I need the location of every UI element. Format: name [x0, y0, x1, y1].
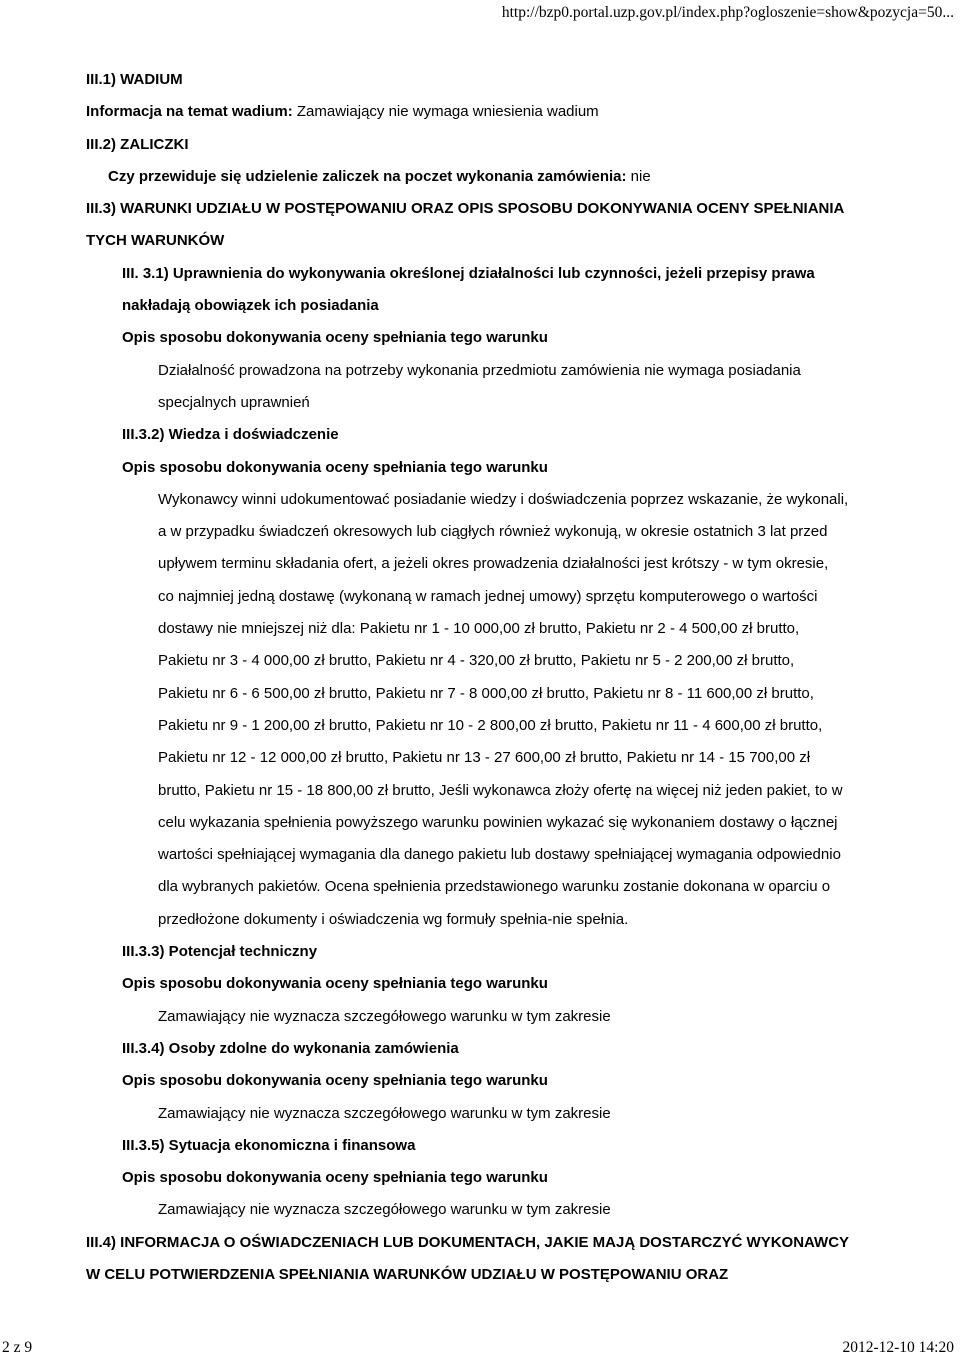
text-line: upływem terminu składania ofert, a jeżeli okres prowadzenia działalności jest krótszy - w tym okresie,	[158, 555, 829, 573]
condition-text-wiedza	[86, 484, 898, 936]
condition-title-sytuacja: III.3.5) Sytuacja ekonomiczna i finansowa	[122, 1136, 416, 1154]
text-line: celu wykazania spełnienia powyższego warunku powinien wykazać się wykonaniem dostawy o łącznej	[158, 813, 838, 831]
print-datetime: 2012-12-10 14:20	[842, 1339, 954, 1356]
text-line: wartości spełniającej wymagania dla danego pakietu lub dostawy spełniającej wymagania odpowiednio	[158, 846, 841, 864]
text-line: brutto, Pakietu nr 15 - 18 800,00 zł brutto, Jeśli wykonawca złoży ofertę na więcej niż jeden pakiet, to w	[158, 781, 843, 799]
condition-title-wiedza: III.3.2) Wiedza i doświadczenie	[122, 426, 339, 444]
text-line: Pakietu nr 3 - 4 000,00 zł brutto, Pakietu nr 4 - 320,00 zł brutto, Pakietu nr 5 - 2 200,00 zł brutto,	[158, 652, 795, 670]
section-heading-warunki: III.3) WARUNKI UDZIAŁU W POSTĘPOWANIU ORAZ OPIS SPOSOBU DOKONYWANIA OCENY SPEŁNIANIA	[86, 200, 845, 218]
section-heading-dokumenty-cont: W CELU POTWIERDZENIA SPEŁNIANIA WARUNKÓW UDZIAŁU W POSTĘPOWANIU ORAZ	[86, 1265, 729, 1283]
zaliczki-info	[86, 161, 898, 193]
text-line: dla wybranych pakietów. Ocena spełnienia przedstawionego warunku zostanie dokonana w oparciu o	[158, 878, 831, 896]
condition-title-osoby: III.3.4) Osoby zdolne do wykonania zamówienia	[122, 1039, 459, 1057]
text-line: co najmniej jedną dostawę (wykonaną w ramach jednej umowy) sprzętu komputerowego o wartości	[158, 587, 818, 605]
condition-title-uprawnienia: III. 3.1) Uprawnienia do wykonywania określonej działalności lub czynności, jeżeli przepisy prawa	[122, 264, 815, 282]
wadium-label: Informacja na temat wadium:	[86, 103, 293, 121]
wadium-value: Zamawiający nie wymaga wniesienia wadium	[292, 103, 599, 121]
section-heading-zaliczki: III.2) ZALICZKI	[86, 135, 189, 153]
section-heading-dokumenty: III.4) INFORMACJA O OŚWIADCZENIACH LUB DOKUMENTACH, JAKIE MAJĄ DOSTARCZYĆ WYKONAWCY	[86, 1233, 850, 1251]
document-content	[86, 64, 898, 1291]
opis-label: Opis sposobu dokonywania oceny spełniania tego warunku	[122, 1072, 548, 1090]
page-number: 2 z 9	[2, 1339, 33, 1356]
condition-text-sytuacja: Zamawiający nie wyznacza szczegółowego warunku w tym zakresie	[158, 1201, 611, 1219]
condition-text-uprawnienia-cont: specjalnych uprawnień	[158, 393, 310, 411]
text-line: a w przypadku świadczeń okresowych lub ciągłych również wykonują, w okresie ostatnich 3 lat przed	[158, 523, 828, 541]
condition-title-uprawnienia-cont: nakładają obowiązek ich posiadania	[122, 297, 379, 315]
zaliczki-question: Czy przewiduje się udzielenie zaliczek na poczet wykonania zamówienia:	[108, 167, 627, 185]
opis-label: Opis sposobu dokonywania oceny spełniania tego warunku	[122, 458, 548, 476]
zaliczki-answer: nie	[626, 167, 651, 185]
text-line: Wykonawcy winni udokumentować posiadanie wiedzy i doświadczenia poprzez wskazanie, że wykonali,	[158, 490, 849, 508]
condition-text-osoby: Zamawiający nie wyznacza szczegółowego warunku w tym zakresie	[158, 1104, 611, 1122]
opis-label: Opis sposobu dokonywania oceny spełniania tego warunku	[122, 975, 548, 993]
condition-text-uprawnienia: Działalność prowadzona na potrzeby wykonania przedmiotu zamówienia nie wymaga posiadania	[158, 361, 801, 379]
text-line: Pakietu nr 6 - 6 500,00 zł brutto, Pakietu nr 7 - 8 000,00 zł brutto, Pakietu nr 8 - 11 600,00 zł brutto,	[158, 684, 814, 702]
page-url: http://bzp0.portal.uzp.gov.pl/index.php?ogloszenie=show&pozycja=50...	[501, 4, 954, 21]
condition-text-potencjal: Zamawiający nie wyznacza szczegółowego warunku w tym zakresie	[158, 1007, 611, 1025]
text-line: Pakietu nr 12 - 12 000,00 zł brutto, Pakietu nr 13 - 27 600,00 zł brutto, Pakietu nr 14 - 15 700,00 zł	[158, 749, 811, 767]
text-line: Pakietu nr 9 - 1 200,00 zł brutto, Pakietu nr 10 - 2 800,00 zł brutto, Pakietu nr 11 - 4 600,00 zł brutto,	[158, 716, 823, 734]
section-heading-warunki-cont: TYCH WARUNKÓW	[86, 232, 225, 250]
text-line: przedłożone dokumenty i oświadczenia wg formuły spełnia-nie spełnia.	[158, 910, 629, 928]
section-heading-wadium: III.1) WADIUM	[86, 71, 183, 88]
wadium-info	[86, 96, 898, 128]
opis-label: Opis sposobu dokonywania oceny spełniania tego warunku	[122, 1169, 548, 1187]
condition-title-potencjal: III.3.3) Potencjał techniczny	[122, 943, 318, 961]
opis-label: Opis sposobu dokonywania oceny spełniania tego warunku	[122, 329, 548, 347]
text-line: dostawy nie mniejszej niż dla: Pakietu nr 1 - 10 000,00 zł brutto, Pakietu nr 2 - 4 500,00 zł brutto,	[158, 620, 800, 638]
